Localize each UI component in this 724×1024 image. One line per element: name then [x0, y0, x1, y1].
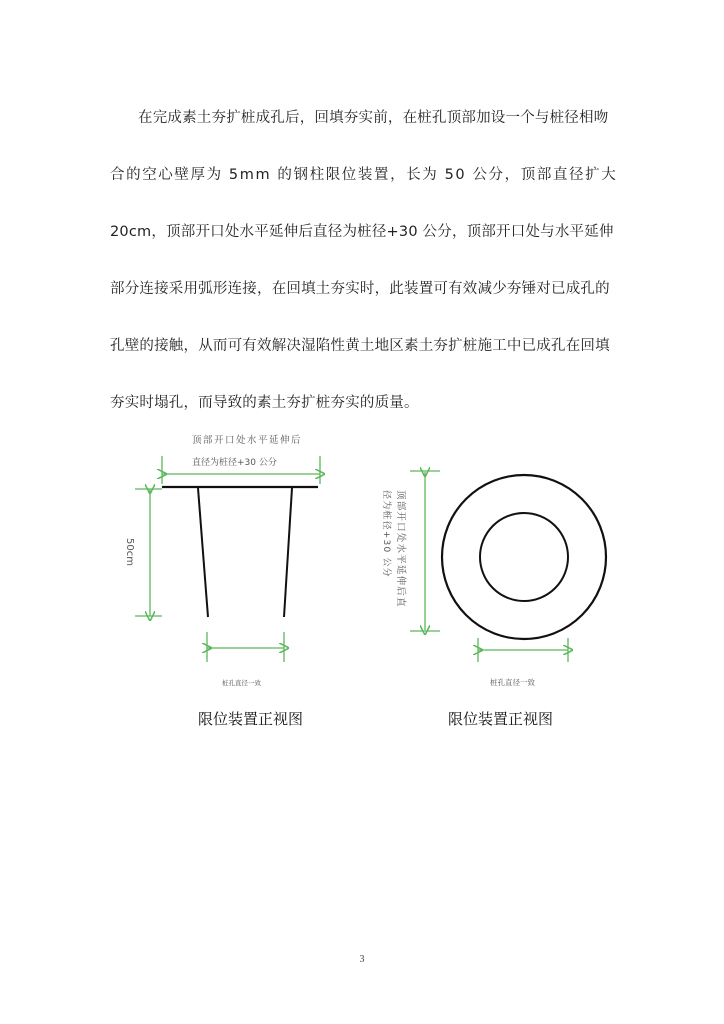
paragraph-line-6: 夯实时塌孔，而导致的素土夯扩桩夯实的质量。: [110, 395, 419, 411]
outer-circle: [442, 475, 606, 639]
bottom-label: 桩孔直径一致: [222, 679, 261, 687]
paragraph-line-2: 合的空心壁厚为 5mm 的钢柱限位装置，长为 50 公分，顶部直径扩大: [110, 167, 618, 183]
page-number: 3: [359, 954, 365, 965]
height-label: 50cm: [124, 538, 135, 566]
side-label-col2: 径为桩径+30 公分: [381, 490, 391, 578]
top-label-line1: 顶部开口处水平延伸后: [192, 435, 303, 446]
paragraph-line-5: 孔壁的接触，从而可有效解决湿陷性黄土地区素土夯扩桩施工中已成孔在回填: [110, 338, 610, 354]
paragraph-line-1: 在完成素土夯扩桩成孔后，回填夯实前，在桩孔顶部加设一个与桩径相吻: [138, 110, 609, 126]
plan-view-diagram: [381, 471, 606, 687]
paragraph-line-4: 部分连接采用弧形连接，在回填土夯实时，此装置可有效减少夯锤对已成孔的: [110, 281, 610, 297]
figure-caption-left: 限位装置正视图: [198, 710, 304, 728]
left-wall-line: [198, 488, 208, 617]
top-label-line2: 直径为桩径+30 公分: [192, 458, 277, 468]
paragraph-line-3: 20cm，顶部开口处水平延伸后直径为桩径+30 公分，顶部开口处与水平延伸: [110, 224, 614, 240]
figure-caption-right: 限位装置正视图: [448, 710, 554, 728]
plan-bottom-label: 桩孔直径一致: [490, 678, 535, 687]
right-wall-line: [284, 488, 292, 617]
side-label-col1: 顶部开口处水平延伸后直: [395, 490, 406, 608]
front-view-diagram: [124, 434, 320, 687]
inner-circle: [480, 513, 568, 601]
